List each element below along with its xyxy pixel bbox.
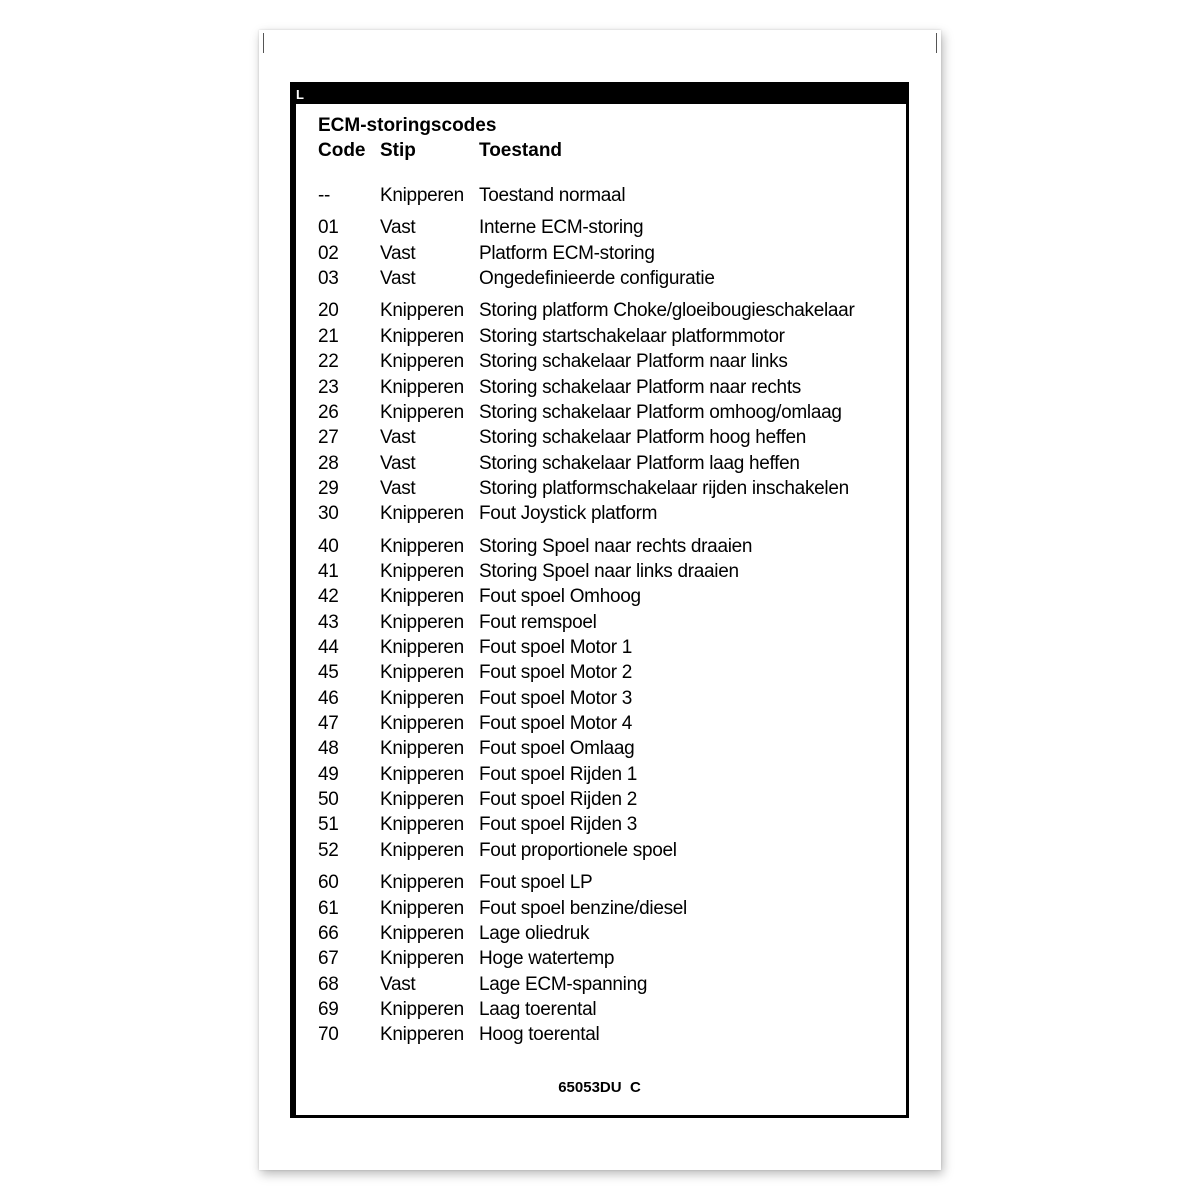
table-row xyxy=(318,921,898,946)
row-stip: Knipperen xyxy=(380,401,464,423)
table-row xyxy=(318,1022,898,1047)
table-row xyxy=(318,660,898,685)
part-number: 65053DU xyxy=(558,1079,622,1096)
crop-mark-left xyxy=(263,33,264,53)
row-stip: Knipperen xyxy=(380,948,464,970)
row-code: 61 xyxy=(318,897,339,919)
row-toestand: Storing platform Choke/gloeibougieschakelaar xyxy=(479,300,855,322)
row-toestand: Fout spoel Motor 2 xyxy=(479,662,633,684)
row-stip: Knipperen xyxy=(380,814,464,836)
row-stip: Vast xyxy=(380,477,416,499)
row-toestand: Storing startschakelaar platformmotor xyxy=(479,325,785,347)
table-row xyxy=(318,501,898,526)
row-stip: Knipperen xyxy=(380,300,464,322)
row-code: 02 xyxy=(318,242,339,264)
header-code: Code xyxy=(318,140,366,161)
row-toestand: Storing schakelaar Platform hoog heffen xyxy=(479,427,806,449)
row-toestand: Fout spoel Rijden 2 xyxy=(479,789,638,811)
row-code: 52 xyxy=(318,839,339,861)
row-stip: Vast xyxy=(380,217,416,239)
header-toestand: Toestand xyxy=(479,140,563,161)
row-stip: Knipperen xyxy=(380,662,464,684)
row-code: 30 xyxy=(318,503,339,525)
row-stip: Knipperen xyxy=(380,713,464,734)
row-stip: Vast xyxy=(380,427,416,449)
crop-mark-right xyxy=(936,33,937,53)
row-code: 21 xyxy=(318,325,339,347)
row-code: 46 xyxy=(318,687,339,709)
table-row xyxy=(318,762,898,787)
row-toestand: Hoog toerental xyxy=(479,1024,600,1046)
row-code: 69 xyxy=(318,998,339,1020)
row-stip: Knipperen xyxy=(380,325,464,347)
table-row xyxy=(318,241,898,266)
row-toestand: Fout Joystick platform xyxy=(479,503,658,525)
row-code: 28 xyxy=(318,452,339,474)
row-stip: Knipperen xyxy=(380,687,464,709)
row-code: 51 xyxy=(318,814,339,836)
row-toestand: Storing schakelaar Platform naar rechts xyxy=(479,376,802,398)
row-toestand: Fout spoel Omhoog xyxy=(479,586,641,608)
decal-header-bar xyxy=(293,85,906,104)
table-row xyxy=(318,972,898,997)
row-stip: Knipperen xyxy=(380,897,464,919)
row-toestand: Fout spoel Rijden 1 xyxy=(479,763,638,785)
header-stip: Stip xyxy=(380,140,416,161)
row-stip: Knipperen xyxy=(380,763,464,785)
row-stip: Vast xyxy=(380,452,416,474)
row-stip: Knipperen xyxy=(380,738,464,760)
table-row xyxy=(318,183,898,208)
table-row xyxy=(318,610,898,635)
row-toestand: Fout spoel Omlaag xyxy=(479,738,635,760)
row-code: 23 xyxy=(318,376,339,398)
row-toestand: Hoge watertemp xyxy=(479,948,615,970)
row-stip: Knipperen xyxy=(380,611,464,633)
table-row xyxy=(318,534,898,559)
table-row xyxy=(318,838,898,863)
row-toestand: Ongedefinieerde configuratie xyxy=(479,268,715,290)
row-toestand: Fout spoel LP xyxy=(479,872,593,894)
row-toestand: Fout remspoel xyxy=(479,611,597,633)
table-row xyxy=(318,946,898,971)
table-row xyxy=(318,266,898,291)
row-code: 42 xyxy=(318,586,339,608)
row-code: 29 xyxy=(318,477,339,499)
table-row xyxy=(318,476,898,501)
row-toestand: Storing schakelaar Platform naar links xyxy=(479,351,788,373)
row-toestand: Fout spoel Rijden 3 xyxy=(479,814,638,836)
row-toestand: Fout spoel Motor 3 xyxy=(479,687,633,709)
table-row xyxy=(318,711,898,736)
row-code: 48 xyxy=(318,738,339,760)
part-number-line xyxy=(290,1078,909,1098)
row-code: 68 xyxy=(318,973,339,995)
row-stip: Knipperen xyxy=(380,872,464,894)
row-toestand: Storing platformschakelaar rijden inschakelen xyxy=(479,477,849,499)
row-code: 40 xyxy=(318,535,339,557)
table-row xyxy=(318,736,898,761)
row-stip: Knipperen xyxy=(380,560,464,582)
row-stip: Knipperen xyxy=(380,839,464,861)
table-row xyxy=(318,896,898,921)
row-stip: Knipperen xyxy=(380,503,464,525)
row-toestand: Lage oliedruk xyxy=(479,922,590,944)
row-stip: Vast xyxy=(380,973,416,995)
row-stip: Knipperen xyxy=(380,998,464,1020)
table-row xyxy=(318,425,898,450)
table-row xyxy=(318,686,898,711)
row-toestand: Storing Spoel naar rechts draaien xyxy=(479,535,753,557)
row-toestand: Storing schakelaar Platform laag heffen xyxy=(479,452,800,474)
row-toestand: Interne ECM-storing xyxy=(479,217,644,239)
table-row xyxy=(318,349,898,374)
row-toestand: Toestand normaal xyxy=(479,185,626,206)
row-code: 50 xyxy=(318,789,339,811)
row-code: 67 xyxy=(318,948,339,970)
corner-letter: L xyxy=(296,87,304,102)
page-title: ECM-storingscodes xyxy=(318,115,497,136)
row-stip: Knipperen xyxy=(380,637,464,658)
row-code: -- xyxy=(318,185,331,206)
table-row xyxy=(318,787,898,812)
table-row xyxy=(318,298,898,323)
row-stip: Knipperen xyxy=(380,376,464,398)
row-stip: Vast xyxy=(380,268,416,290)
row-code: 66 xyxy=(318,922,339,944)
table-row xyxy=(318,584,898,609)
row-code: 44 xyxy=(318,637,339,658)
table-row xyxy=(318,559,898,584)
table-row xyxy=(318,812,898,837)
row-stip: Knipperen xyxy=(380,1024,464,1046)
table-row xyxy=(318,451,898,476)
row-stip: Knipperen xyxy=(380,789,464,811)
row-toestand: Fout proportionele spoel xyxy=(479,839,677,861)
revision: C xyxy=(629,1079,641,1096)
table-row xyxy=(318,375,898,400)
table-row xyxy=(318,870,898,895)
row-code: 60 xyxy=(318,872,339,894)
table-row xyxy=(318,400,898,425)
row-toestand: Fout spoel Motor 4 xyxy=(479,713,633,734)
row-toestand: Fout spoel benzine/diesel xyxy=(479,897,687,919)
row-code: 26 xyxy=(318,401,339,423)
row-stip: Knipperen xyxy=(380,351,464,373)
row-toestand: Storing schakelaar Platform omhoog/omlaag xyxy=(479,401,842,423)
row-toestand: Storing Spoel naar links draaien xyxy=(479,560,739,582)
row-code: 47 xyxy=(318,713,339,734)
row-code: 03 xyxy=(318,268,339,290)
table-row xyxy=(318,215,898,240)
row-code: 43 xyxy=(318,611,339,633)
row-code: 01 xyxy=(318,217,339,239)
table-row xyxy=(318,324,898,349)
row-code: 45 xyxy=(318,662,339,684)
table-row xyxy=(318,635,898,660)
row-stip: Knipperen xyxy=(380,922,464,944)
row-stip: Knipperen xyxy=(380,535,464,557)
row-toestand: Lage ECM-spanning xyxy=(479,973,648,995)
row-toestand: Laag toerental xyxy=(479,998,597,1020)
row-stip: Knipperen xyxy=(380,586,464,608)
row-code: 49 xyxy=(318,763,339,785)
row-toestand: Fout spoel Motor 1 xyxy=(479,637,633,658)
row-code: 41 xyxy=(318,560,339,582)
row-stip: Knipperen xyxy=(380,185,464,206)
row-stip: Vast xyxy=(380,242,416,264)
row-toestand: Platform ECM-storing xyxy=(479,242,655,264)
row-code: 22 xyxy=(318,351,339,373)
row-code: 70 xyxy=(318,1024,339,1046)
table-row xyxy=(318,997,898,1022)
row-code: 27 xyxy=(318,427,339,449)
left-rule xyxy=(293,104,296,1115)
row-code: 20 xyxy=(318,300,339,322)
